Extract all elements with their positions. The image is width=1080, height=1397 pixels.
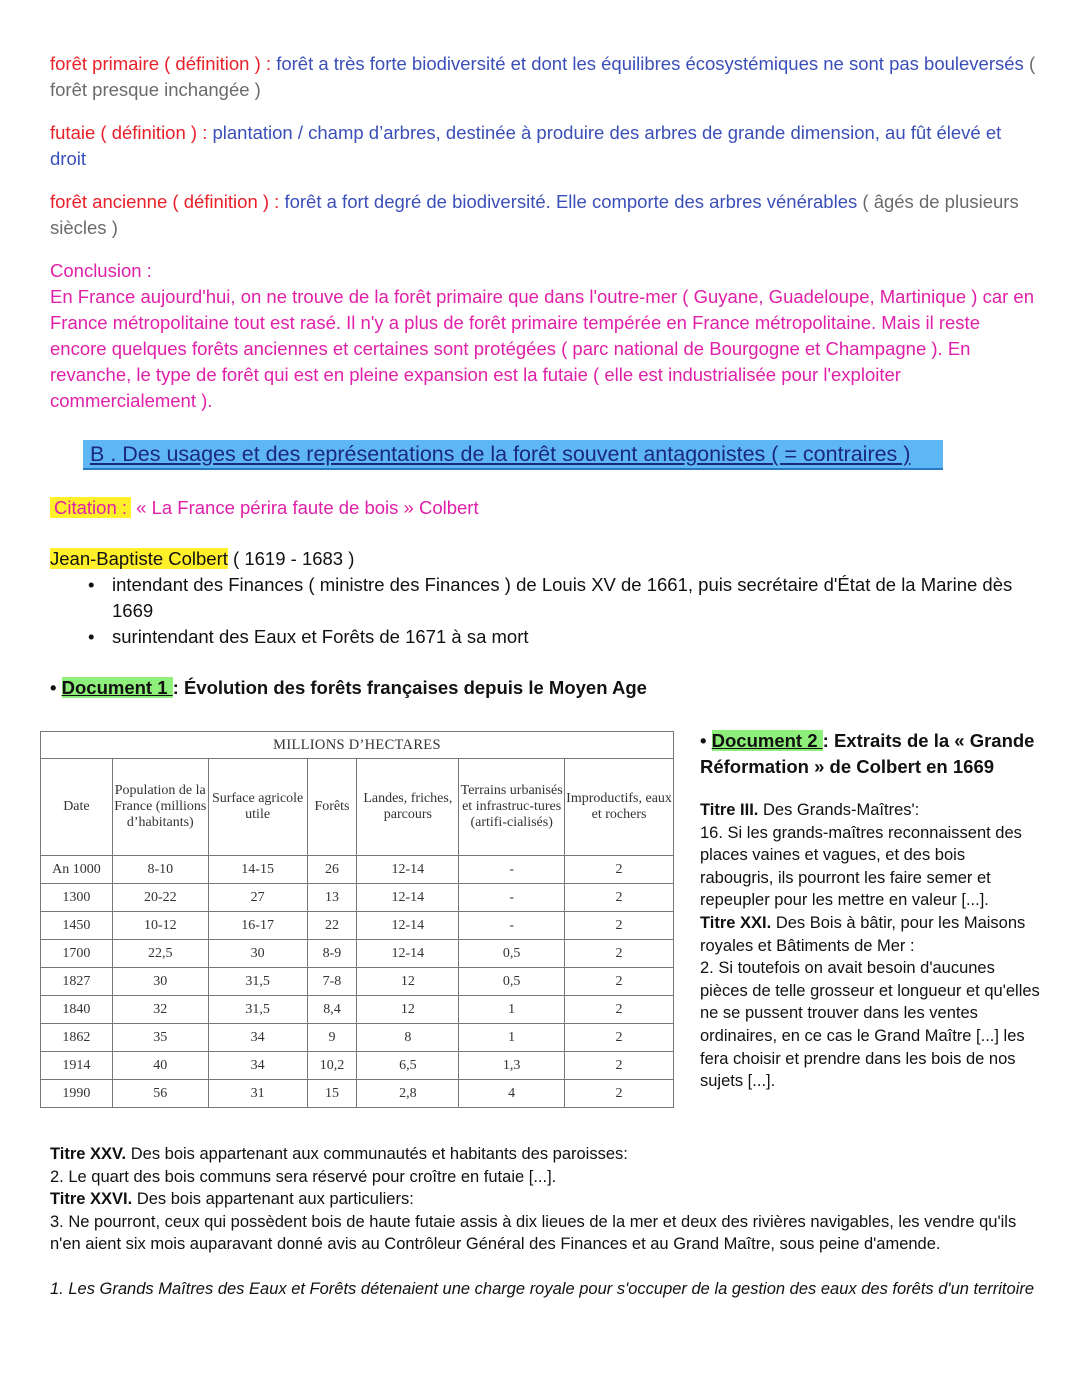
doc2-label: Document 2 — [711, 730, 823, 751]
table-cell: 7-8 — [307, 968, 357, 996]
table-row — [41, 884, 674, 912]
conclusion-label: Conclusion : — [50, 260, 152, 281]
table-cell: 1914 — [41, 1052, 113, 1080]
title-text: Des Grands-Maîtres': — [758, 801, 920, 819]
title-text: Des bois appartenant aux communautés et habitants des paroisses: — [126, 1145, 628, 1163]
table-cell: - — [459, 856, 565, 884]
bullet-dot: • — [50, 677, 62, 698]
table-cell: 12 — [357, 996, 459, 1024]
definition-text: forêt a fort degré de biodiversité. Elle comporte des arbres vénérables — [279, 191, 858, 212]
footnote: 1. Les Grands Maîtres des Eaux et Forêts détenaient une charge royale pour s'occuper de la gestion des eaux des forêts d'un territoire — [50, 1279, 1035, 1298]
table-cell: 0,5 — [459, 968, 565, 996]
doc2-continuation — [50, 1143, 1040, 1301]
table-cell: 35 — [112, 1024, 208, 1052]
table-cell: 1,3 — [459, 1052, 565, 1080]
table-cell: 10-12 — [112, 912, 208, 940]
titre-xxvi — [50, 1188, 1040, 1211]
table-row — [41, 1024, 674, 1052]
table-cell: 2,8 — [357, 1080, 459, 1108]
table-cell: 34 — [208, 1024, 307, 1052]
table-cell: 32 — [112, 996, 208, 1024]
table-header-row — [41, 759, 674, 856]
table-cell: 22,5 — [112, 940, 208, 968]
table-cell: 40 — [112, 1052, 208, 1080]
table-cell: 12-14 — [357, 940, 459, 968]
column-header: Landes, friches, parcours — [357, 759, 459, 856]
colbert-name: Jean-Baptiste Colbert — [50, 548, 228, 569]
definition-futaie — [50, 120, 1040, 172]
table-cell: 1300 — [41, 884, 113, 912]
table-cell: 56 — [112, 1080, 208, 1108]
table-cell: 1450 — [41, 912, 113, 940]
list-item: • surintendant des Eaux et Forêts de 1671 à sa mort — [50, 624, 1040, 650]
title-number: Titre III. — [700, 801, 759, 819]
term-label: forêt ancienne ( définition ) : — [50, 191, 280, 212]
table-cell: 31,5 — [208, 996, 307, 1024]
table-cell: 20-22 — [112, 884, 208, 912]
citation-text: « La France périra faute de bois » Colbert — [131, 497, 479, 518]
table-cell: 2 — [565, 1080, 674, 1108]
forest-evolution-table — [40, 731, 674, 1108]
table-row — [41, 856, 674, 884]
table-cell: 1840 — [41, 996, 113, 1024]
titre-xxv — [50, 1143, 1040, 1166]
doc2-titre-xxi — [700, 912, 1040, 957]
table-cell: 8,4 — [307, 996, 357, 1024]
doc2-heading — [700, 728, 1040, 779]
citation — [50, 495, 479, 521]
column-header: Population de la France (millions d’habitants) — [112, 759, 208, 856]
conclusion-block — [50, 258, 1040, 414]
doc2-article-2: 2. Si toutefois on avait besoin d'aucunes pièces de telle grosseur et longueur et qu'elles ne se pussent trouver dans les ventes ordinaires, en ce cas le Grand Maître [...] les fera choisir et prendre dans les bois de nos sujets [...]. — [700, 959, 1040, 1091]
bullet-dot: • — [700, 730, 712, 751]
table-cell: 0,5 — [459, 940, 565, 968]
table-cell: 12-14 — [357, 884, 459, 912]
table-cell: 1 — [459, 1024, 565, 1052]
doc1-label: Document 1 — [61, 677, 173, 698]
table-cell: 22 — [307, 912, 357, 940]
titre-xxv-article-2: 2. Le quart des bois communs sera réservé pour croître en futaie [...]. — [50, 1167, 557, 1186]
doc1-heading — [50, 675, 647, 701]
table-cell: 27 — [208, 884, 307, 912]
table-cell: 15 — [307, 1080, 357, 1108]
table-cell: 34 — [208, 1052, 307, 1080]
table-cell: 14-15 — [208, 856, 307, 884]
table-cell: 1 — [459, 996, 565, 1024]
table-cell: 26 — [307, 856, 357, 884]
definition-foret-ancienne — [50, 189, 1040, 241]
table-cell: An 1000 — [41, 856, 113, 884]
titre-xxvi-article-3: 3. Ne pourront, ceux qui possèdent bois de haute futaie assis à dix lieues de la mer et deux des rivières navigables, les vendre qu'ils n'en aient six mois auparavant donné avis au Contrôleur Général des Finances et au Grand Maître, sous peine d'amende. — [50, 1212, 1017, 1254]
doc2-titre-iii — [700, 799, 1040, 822]
table-row — [41, 1052, 674, 1080]
table-cell: 31 — [208, 1080, 307, 1108]
table-cell: 1700 — [41, 940, 113, 968]
table-row — [41, 996, 674, 1024]
table-cell: 1862 — [41, 1024, 113, 1052]
column-header: Forêts — [307, 759, 357, 856]
definition-foret-primaire — [50, 51, 1040, 103]
list-item: • intendant des Finances ( ministre des Finances ) de Louis XV de 1661, puis secrétaire d'État de la Marine dès 1669 — [50, 572, 1040, 624]
definition-note: ( âgés de plusieurs siècles ) — [50, 191, 1019, 238]
table-cell: 2 — [565, 1024, 674, 1052]
definition-text: plantation / champ d’arbres, destinée à produire des arbres de grande dimension, au fût élevé et droit — [50, 122, 1002, 169]
column-header: Date — [41, 759, 113, 856]
table-row — [41, 1080, 674, 1108]
table-cell: 1827 — [41, 968, 113, 996]
table-cell: 2 — [565, 884, 674, 912]
title-number: Titre XXVI. — [50, 1190, 133, 1209]
colbert-bullets — [50, 572, 1040, 650]
table-cell: 8-10 — [112, 856, 208, 884]
definition-note: ( forêt presque inchangée ) — [50, 53, 1036, 100]
doc2-block — [700, 728, 1040, 1093]
table-cell: 6,5 — [357, 1052, 459, 1080]
table-cell: 30 — [208, 940, 307, 968]
doc2-article-16: 16. Si les grands-maîtres reconnaissent des places vaines et vagues, et des bois rabougris, ils pourront les faire semer et repeupler pour les mettre en valeur [...]. — [700, 823, 1022, 910]
table-cell: 12-14 — [357, 912, 459, 940]
table-cell: 12 — [357, 968, 459, 996]
table-cell: 31,5 — [208, 968, 307, 996]
column-header: Surface agricole utile — [208, 759, 307, 856]
column-header: Terrains urbanisés et infrastruc-tures (artifi-cialisés) — [459, 759, 565, 856]
definition-text: forêt a très forte biodiversité et dont les équilibres écosystémiques ne sont pas bouleversés — [271, 53, 1024, 74]
colbert-block — [50, 546, 1040, 650]
section-heading: B . Des usages et des représentations de la forêt souvent antagonistes ( = contraires ) — [90, 442, 911, 466]
table-cell: 16-17 — [208, 912, 307, 940]
table-cell: 2 — [565, 912, 674, 940]
table-cell: 10,2 — [307, 1052, 357, 1080]
term-label: forêt primaire ( définition ) : — [50, 53, 272, 74]
table-cell: - — [459, 912, 565, 940]
table-row — [41, 968, 674, 996]
term-label: futaie ( définition ) : — [50, 122, 208, 143]
table-cell: 2 — [565, 940, 674, 968]
table-cell: 2 — [565, 996, 674, 1024]
table-cell: 2 — [565, 968, 674, 996]
table-cell: 4 — [459, 1080, 565, 1108]
table-cell: 30 — [112, 968, 208, 996]
table-caption: MILLIONS D’HECTARES — [41, 732, 674, 759]
conclusion-text: En France aujourd'hui, on ne trouve de la forêt primaire que dans l'outre-mer ( Guyane, Guadeloupe, Martinique ) car en France métropolitaine tout est rasé. Il n'y a plus de forêt primaire tempérée en France métropolitaine. Mais il reste encore quelques forêts anciennes et certaines sont protégées ( parc national de Bourgogne et Champagne ). En revanche, le type de forêt qui est en pleine expansion est la futaie ( elle est industrialisée pour l'exploiter commercialement ). — [50, 286, 1034, 411]
doc2-title: : Extraits de la « Grande Réformation » de Colbert en 1669 — [700, 730, 1035, 777]
colbert-dates: ( 1619 - 1683 ) — [227, 548, 355, 569]
table-row — [41, 940, 674, 968]
table-row — [41, 912, 674, 940]
title-number: Titre XXV. — [50, 1145, 127, 1163]
table-cell: 8-9 — [307, 940, 357, 968]
table-cell: 13 — [307, 884, 357, 912]
table-cell: 12-14 — [357, 856, 459, 884]
table-cell: 2 — [565, 1052, 674, 1080]
table-cell: - — [459, 884, 565, 912]
title-text: Des Bois à bâtir, pour les Maisons royales et Bâtiments de Mer : — [700, 913, 1026, 955]
title-text: Des bois appartenant aux particuliers: — [132, 1190, 414, 1209]
table-cell: 8 — [357, 1024, 459, 1052]
column-header: Improductifs, eaux et rochers — [565, 759, 674, 856]
table-cell: 1990 — [41, 1080, 113, 1108]
title-number: Titre XXI. — [700, 913, 772, 932]
citation-label: Citation : — [50, 497, 131, 518]
colbert-heading — [50, 546, 1040, 572]
table-cell: 9 — [307, 1024, 357, 1052]
doc1-title: : Évolution des forêts françaises depuis le Moyen Age — [172, 677, 647, 698]
table-cell: 2 — [565, 856, 674, 884]
